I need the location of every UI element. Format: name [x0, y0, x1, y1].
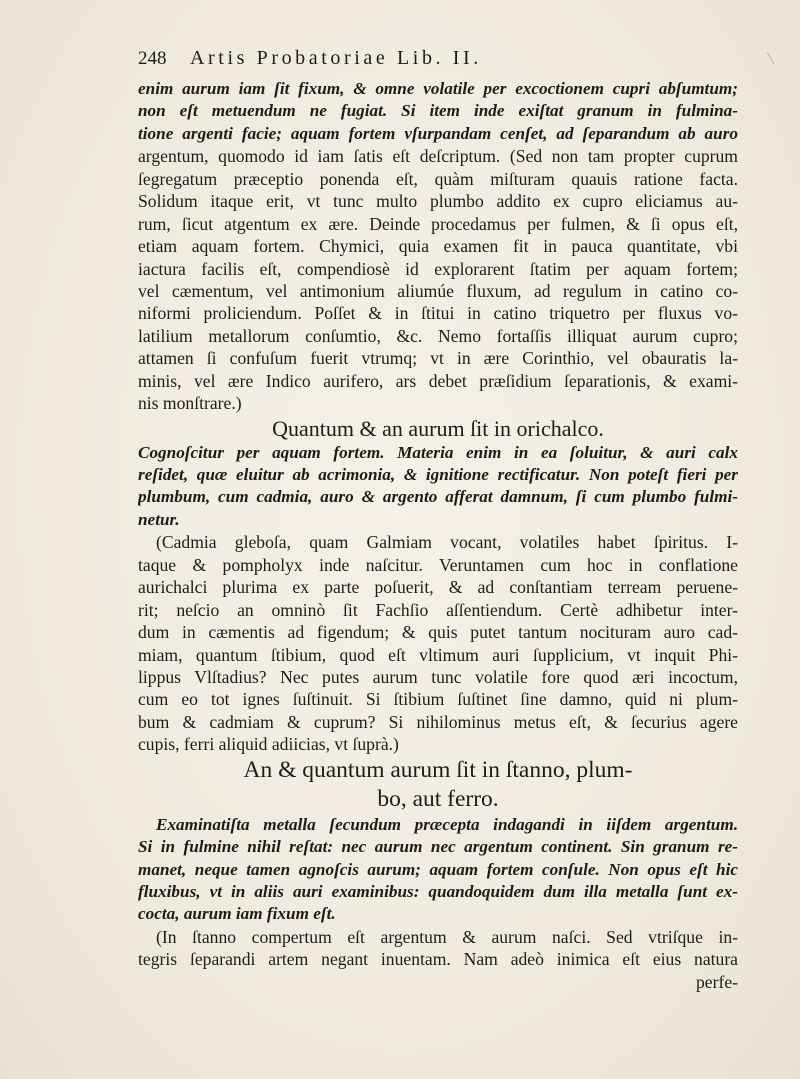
text-line: Solidum itaque erit, vt tunc multo plumbo addito ex cupro eliciamus au-: [138, 191, 738, 212]
text-line: cocta, aurum iam fixum eſt.: [138, 904, 336, 924]
text-line: nis monſtrare.): [138, 393, 242, 414]
text-line: rit; neſcio an omninò ſit Fachſio aſſentiendum. Certè adhibetur inter-: [138, 599, 738, 620]
section-heading: bo, aut ferro.: [377, 785, 499, 812]
text-line: latilium metallorum conſumtio, &c. Nemo fortaſſis illiquat aurum cupro;: [138, 325, 738, 346]
text-line: Examinatiſta metalla ſecundum præcepta indagandi in iiſdem argentum.: [156, 814, 738, 834]
page-header: [138, 44, 738, 72]
text-line: ſegregatum præceptio ponenda eſt, quàm miſturam quauis ratione facta.: [138, 168, 738, 189]
page-number: 248: [138, 48, 167, 69]
text-line: taque & pompholyx inde naſcitur. Veruntamen cum hoc in conflatione: [138, 554, 738, 575]
page-mark: [758, 52, 775, 70]
text-line: enim aurum iam ſit fixum, & omne volatile per excoctionem cupri abſumtum;: [138, 79, 738, 98]
text-line: tegris ſeparandi artem negant inuentam. Nam adeò inimica eſt eius natura: [138, 949, 738, 970]
text-line: rum, ſicut atgentum ex ære. Deinde procedamus per fulmen, & ſi opus eſt,: [138, 213, 738, 234]
text-line: manet, neque tamen agnoſcis aurum; aquam fortem conſule. Non opus eſt hic: [138, 859, 738, 879]
text-line: lippus Vlſtadius? Nec putes aurum tunc volatile fore quod æri incoctum,: [138, 666, 738, 687]
catchword: perfe-: [696, 971, 738, 992]
text-line: cum eo tot ignes ſuſtinuit. Si ſtibium ſuſtinet ſine damno, quid ni plum-: [138, 689, 738, 710]
text-line: minis, vel ære Indico aurifero, ars debet præſidium ſeparationis, & exami-: [138, 370, 738, 391]
text-line: Si in fulmine nihil reſtat: nec aurum nec argentum continent. Sin granum re-: [138, 837, 738, 857]
text-line: dum in cæmentis ad figendum; & quis putet tantum nocituram auro cad-: [138, 622, 738, 643]
text-line: non eſt metuendum ne fugiat. Si item inde exiſtat granum in fulmina-: [138, 101, 738, 121]
text-line: aurichalci plurima ex parte poſuerit, & ad conſtantiam terream peruene-: [138, 577, 738, 598]
text-line: reſidet, quæ eluitur ab acrimonia, & ignitione rectificatur. Non poteſt fieri per: [138, 465, 738, 484]
body-text: [138, 78, 738, 993]
text-line: iactura facilis eſt, compendiosè id explorarent ſtatim per aquam fortem;: [138, 258, 738, 279]
text-line: Cognoſcitur per aquam fortem. Materia enim in ea ſoluitur, & auri calx: [138, 442, 738, 462]
text-line: (Cadmia gleboſa, quam Galmiam vocant, volatiles habet ſpiritus. I-: [156, 532, 738, 553]
text-line: (In ſtanno compertum eſt argentum & aurum naſci. Sed vtriſque in-: [156, 926, 738, 947]
text-line: tione argenti facie; aquam fortem vſurpandam cenſet, ad ſeparandum ab auro: [138, 123, 738, 143]
text-line: argentum, quomodo id iam ſatis eſt deſcriptum. (Sed non tam propter cuprum: [138, 146, 738, 167]
text-line: miam, quantum ſtibium, quod eſt vltimum auri ſupplicium, vt inquit Phi-: [138, 644, 738, 665]
text-line: niformi proliciendum. Poſſet & in ſtitui in catino triquetro per fluxus vo-: [138, 303, 738, 324]
text-line: netur.: [138, 509, 180, 529]
section-heading: Quantum & an aurum ſit in orichalco.: [272, 415, 604, 441]
text-line: attamen ſi confuſum fuerit vtrumq; vt in ære Corinthio, vel obauratis la-: [138, 348, 738, 369]
text-line: etiam aquam fortem. Chymici, quia examen fit in pauca quantitate, vbi: [138, 236, 738, 257]
text-line: plumbum, cum cadmia, auro & argento afferat damnum, ſi cum plumbo fulmi-: [138, 487, 738, 507]
text-line: fluxibus, vt in aliis auri examinibus: quandoquidem dum illa metalla ſunt ex-: [138, 882, 738, 901]
text-line: vel cæmentum, vel antimonium aliumúe fluxum, ad regulum in catino co-: [138, 280, 738, 301]
text-line: bum & cadmiam & cuprum? Si nihilominus metus eſt, & ſecurius agere: [138, 711, 738, 732]
text-line: cupis, ferri aliquid adiicias, vt ſuprà.): [138, 734, 399, 755]
running-title: Artis Probatoriae Lib. II.: [190, 47, 482, 69]
section-heading: An & quantum aurum ſit in ſtanno, plum-: [243, 756, 633, 783]
